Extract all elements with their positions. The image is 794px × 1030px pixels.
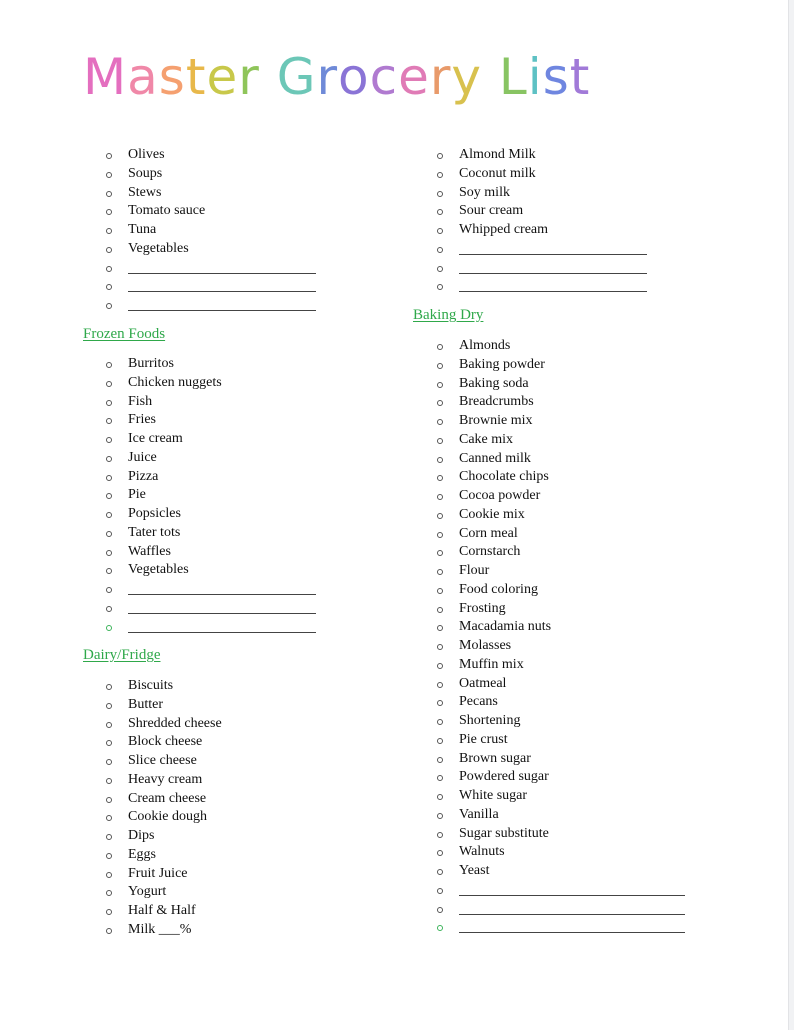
item-label: Yeast: [459, 863, 490, 878]
item-label: Food coloring: [459, 581, 538, 597]
bullet-icon: [106, 815, 112, 821]
blank-entry-line[interactable]: [128, 291, 316, 292]
bullet-icon: [106, 625, 112, 631]
item-label: Burritos: [128, 356, 174, 371]
item-label: Cookie mix: [459, 506, 525, 522]
bullet-icon: [437, 228, 443, 234]
item-label: Cornstarch: [459, 544, 521, 560]
item-label: Tomato sauce: [128, 203, 206, 219]
bullet-icon: [437, 153, 443, 159]
blank-entry-line[interactable]: [128, 273, 316, 274]
bullet-icon: [437, 382, 443, 388]
bullet-icon: [106, 872, 112, 878]
item-label: Baking soda: [459, 375, 529, 391]
bullet-icon: [106, 568, 112, 574]
item-label: Sugar substitute: [459, 825, 549, 841]
item-label: Biscuits: [128, 678, 174, 693]
title-letter: r: [429, 48, 452, 106]
item-label: Breadcrumbs: [459, 394, 534, 410]
item-label: Shredded cheese: [128, 715, 222, 731]
bullet-icon: [437, 907, 443, 913]
item-label: Brown sugar: [459, 750, 531, 766]
item-label: Muffin mix: [459, 656, 524, 672]
title-letter: r: [238, 48, 260, 106]
item-label: Block cheese: [128, 734, 203, 750]
bullet-icon: [106, 890, 112, 896]
bullet-icon: [437, 700, 443, 706]
item-label: Soups: [128, 165, 163, 181]
bullet-icon: [437, 344, 443, 350]
bullet-icon: [437, 794, 443, 800]
bullet-icon: [106, 909, 112, 915]
blank-entry-line[interactable]: [459, 914, 685, 915]
blank-entry-line[interactable]: [128, 310, 316, 311]
bullet-icon: [106, 209, 112, 215]
item-label: Molasses: [459, 638, 512, 653]
bullet-icon: [437, 832, 443, 838]
item-label: Chocolate chips: [459, 469, 549, 485]
bullet-icon: [106, 722, 112, 728]
bullet-icon: [106, 512, 112, 518]
bullet-icon: [437, 172, 443, 178]
bullet-icon: [437, 813, 443, 819]
bullet-icon: [106, 153, 112, 159]
item-label: Coconut milk: [459, 165, 536, 181]
bullet-icon: [437, 494, 443, 500]
item-label: Sour cream: [459, 203, 524, 219]
item-label: Corn meal: [459, 525, 518, 541]
bullet-icon: [106, 400, 112, 406]
item-label: Walnuts: [459, 844, 505, 860]
item-label: Soy milk: [459, 184, 510, 200]
title-letter: G: [276, 48, 317, 106]
bullet-icon: [437, 191, 443, 197]
bullet-icon: [106, 797, 112, 803]
item-label: Cookie dough: [128, 809, 207, 825]
bullet-icon: [106, 228, 112, 234]
bullet-icon: [106, 778, 112, 784]
bullet-icon: [437, 532, 443, 538]
title-letter: s: [158, 48, 186, 106]
item-label: Eggs: [128, 846, 156, 862]
item-label: Frosting: [459, 600, 506, 616]
title-letter: M: [83, 48, 128, 106]
bullet-icon: [437, 363, 443, 369]
bullet-icon: [106, 172, 112, 178]
item-label: Milk ___%: [128, 921, 192, 937]
bullet-icon: [106, 684, 112, 690]
bullet-icon: [106, 703, 112, 709]
baking-dry-heading: Baking Dry: [413, 307, 484, 323]
item-label: Pecans: [459, 694, 498, 710]
bullet-icon: [106, 740, 112, 746]
item-label: Tater tots: [128, 524, 181, 540]
item-label: Almond Milk: [459, 147, 536, 162]
item-label: Shortening: [459, 713, 521, 728]
bullet-icon: [106, 834, 112, 840]
blank-entry-line[interactable]: [459, 291, 647, 292]
bullet-icon: [106, 418, 112, 424]
item-label: Vanilla: [459, 806, 499, 822]
page-title: [83, 48, 591, 106]
item-label: Canned milk: [459, 450, 531, 466]
bullet-icon: [106, 247, 112, 253]
bullet-icon: [437, 738, 443, 744]
bullet-icon: [106, 853, 112, 859]
item-label: Dips: [128, 828, 155, 843]
bullet-icon: [106, 303, 112, 309]
bullet-icon: [437, 247, 443, 253]
bullet-icon: [437, 457, 443, 463]
item-label: Cream cheese: [128, 790, 207, 806]
bullet-icon: [437, 513, 443, 519]
title-letter: c: [369, 48, 399, 106]
item-label: White sugar: [459, 788, 528, 803]
bullet-icon: [106, 381, 112, 387]
bullet-icon: [106, 456, 112, 462]
item-label: Olives: [128, 147, 165, 162]
bullet-icon: [106, 266, 112, 272]
item-label: Oatmeal: [459, 675, 507, 691]
item-label: Popsicles: [128, 506, 181, 521]
item-label: Powdered sugar: [459, 769, 549, 785]
bullet-icon: [437, 625, 443, 631]
title-letter: a: [127, 48, 159, 106]
bullet-icon: [437, 419, 443, 425]
bullet-icon: [437, 209, 443, 215]
item-label: Stews: [128, 184, 162, 200]
bullet-icon: [437, 888, 443, 894]
bullet-icon: [437, 607, 443, 613]
title-letter: e: [206, 48, 239, 106]
blank-entry-line[interactable]: [128, 632, 316, 633]
bullet-icon: [437, 550, 443, 556]
bullet-icon: [106, 759, 112, 765]
title-letter: i: [527, 48, 543, 106]
bullet-icon: [437, 682, 443, 688]
bullet-icon: [437, 588, 443, 594]
blank-entry-line[interactable]: [459, 895, 685, 896]
title-letter: [482, 52, 499, 102]
bullet-icon: [437, 663, 443, 669]
bullet-icon: [106, 191, 112, 197]
bullet-icon: [437, 438, 443, 444]
item-label: Ice cream: [128, 431, 183, 446]
bullet-icon: [437, 869, 443, 875]
bullet-icon: [437, 925, 443, 931]
item-label: Heavy cream: [128, 771, 203, 787]
item-label: Cake mix: [459, 431, 514, 447]
title-letter: y: [451, 48, 483, 106]
title-letter: o: [338, 48, 370, 106]
frozen-foods-heading: Frozen Foods: [83, 326, 166, 342]
item-label: Brownie mix: [459, 413, 533, 428]
bullet-icon: [437, 757, 443, 763]
bullet-icon: [106, 606, 112, 612]
title-letter: L: [498, 48, 528, 106]
bullet-icon: [437, 400, 443, 406]
title-letter: t: [185, 48, 207, 106]
item-label: Pie: [128, 487, 146, 503]
item-label: Waffles: [128, 543, 171, 559]
item-label: Yogurt: [128, 884, 167, 900]
bullet-icon: [106, 437, 112, 443]
bullet-icon: [437, 284, 443, 290]
bullet-icon: [437, 569, 443, 575]
bullet-icon: [106, 475, 112, 481]
item-label: Macadamia nuts: [459, 619, 552, 635]
blank-entry-line[interactable]: [459, 273, 647, 274]
title-letter: r: [316, 48, 338, 106]
title-letter: e: [398, 48, 430, 106]
item-label: Pizza: [128, 468, 159, 484]
item-label: Fruit Juice: [128, 865, 188, 881]
item-label: Tuna: [128, 222, 157, 237]
blank-entry-line[interactable]: [128, 613, 316, 614]
bullet-icon: [106, 550, 112, 556]
item-label: Whipped cream: [459, 222, 549, 237]
dairy-fridge-heading: Dairy/Fridge: [83, 647, 161, 663]
bullet-icon: [437, 475, 443, 481]
bullet-icon: [106, 493, 112, 499]
item-label: Fries: [128, 412, 156, 428]
title-letter: [260, 52, 277, 102]
bullet-icon: [437, 775, 443, 781]
item-label: Almonds: [459, 338, 511, 353]
bullet-icon: [106, 928, 112, 934]
bullet-icon: [106, 587, 112, 593]
bullet-icon: [437, 266, 443, 272]
bullet-icon: [106, 531, 112, 537]
item-label: Pie crust: [459, 731, 508, 747]
item-label: Flour: [459, 563, 490, 578]
title-letter: t: [569, 48, 591, 106]
bullet-icon: [437, 719, 443, 725]
blank-entry-line[interactable]: [459, 254, 647, 255]
bullet-icon: [106, 362, 112, 368]
bullet-icon: [437, 644, 443, 650]
blank-entry-line[interactable]: [459, 932, 685, 933]
bullet-icon: [437, 850, 443, 856]
title-letter: s: [542, 48, 570, 106]
item-label: Juice: [128, 449, 157, 465]
item-label: Fish: [128, 393, 153, 409]
item-label: Cocoa powder: [459, 488, 541, 503]
item-label: Butter: [128, 696, 163, 712]
item-label: Chicken nuggets: [128, 374, 222, 390]
item-label: Baking powder: [459, 356, 545, 372]
item-label: Vegetables: [128, 240, 189, 256]
bullet-icon: [106, 284, 112, 290]
blank-entry-line[interactable]: [128, 594, 316, 595]
item-label: Vegetables: [128, 562, 189, 578]
item-label: Half & Half: [128, 903, 196, 918]
item-label: Slice cheese: [128, 753, 197, 768]
